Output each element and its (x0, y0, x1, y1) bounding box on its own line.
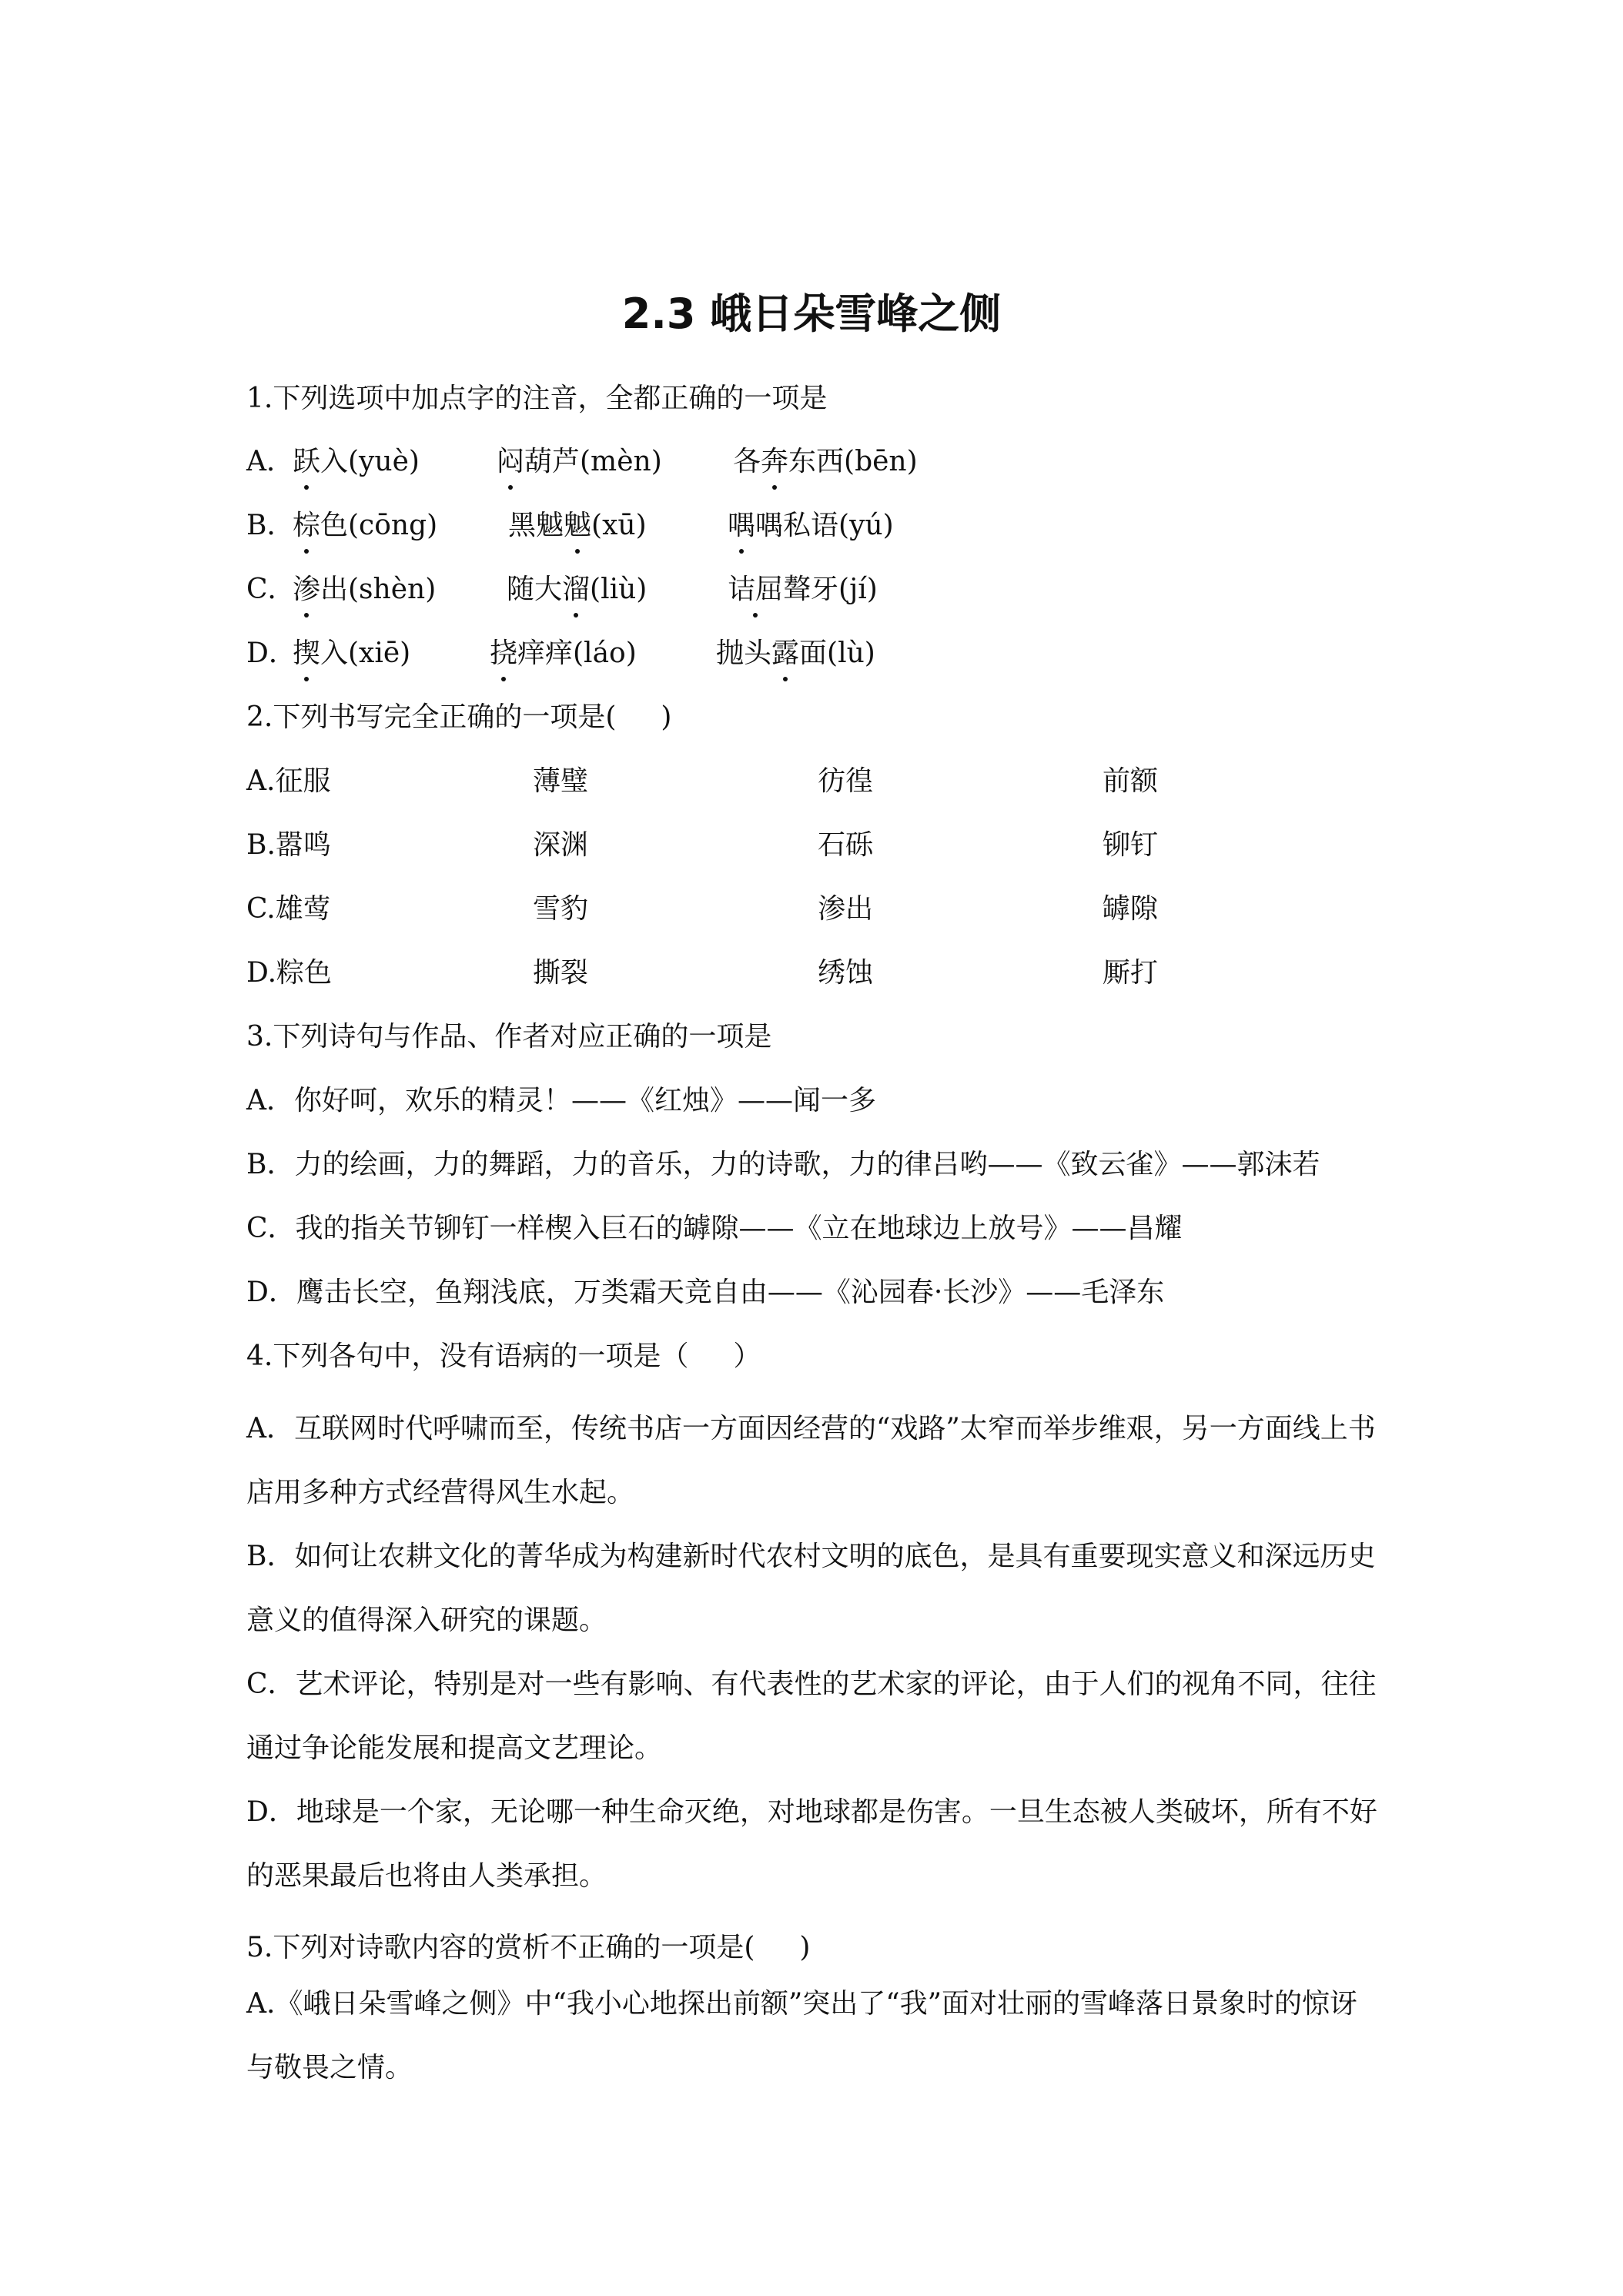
q1-item: 黑魆魆(xū) (508, 503, 647, 549)
q2-cell: 前额 (1103, 765, 1159, 797)
q5-option-a: A.《峨日朵雪峰之侧》中“我小心地探出前额”突出了“我”面对壮丽的雪峰落日景象时的惊讶与敬畏之情。 (246, 1988, 1358, 2083)
q3-option-a: A．你好呵，欢乐的精灵！——《红烛》——闻一多 (246, 1085, 876, 1116)
q4-option-a: A．互联网时代呼啸而至，传统书店一方面因经营的“戏路”太窄而举步维艰，另一方面线上书店用多种方式经营得风生水起。 (246, 1413, 1376, 1508)
q2-cell: B.嚣鸣 (246, 829, 331, 861)
q2-cell: 厮打 (1103, 957, 1159, 989)
q1-item: 揳入(xiē) (293, 631, 410, 677)
q2-cell: 撕裂 (533, 957, 589, 989)
q5-stem: 5.下列对诗歌内容的赏析不正确的一项是( ) (246, 1932, 811, 1963)
q1-item: 随大溜(liù) (507, 567, 647, 613)
q4-option-b: B．如何让农耕文化的菁华成为构建新时代农村文明的底色，是具有重要现实意义和深远历史意义的值得深入研究的课题。 (246, 1541, 1376, 1636)
q1-item: 闷葫芦(mèn) (497, 439, 662, 485)
q2-cell: A.征服 (246, 765, 331, 797)
q2-cell: 石砾 (818, 829, 874, 861)
q1-item: 挠痒痒(láo) (490, 631, 637, 677)
q2-cell: 薄璧 (533, 765, 589, 797)
q2-cell: C.雄莺 (246, 893, 331, 925)
q4-stem: 4.下列各句中，没有语病的一项是（ ） (246, 1340, 761, 1372)
page-title: 2.3 峨日朵雪峰之侧 (621, 290, 1002, 338)
q1-item: 喁喁私语(yú) (728, 503, 894, 549)
q2-cell: 绣蚀 (818, 957, 874, 989)
q3-option-b: B．力的绘画，力的舞蹈，力的音乐，力的诗歌，力的律吕哟——《致云雀》——郭沫若 (246, 1149, 1320, 1180)
q2-cell: 罅隙 (1103, 893, 1159, 925)
q1-stem: 1.下列选项中加点字的注音，全都正确的一项是 (246, 383, 828, 414)
q2-cell: 深渊 (533, 829, 589, 861)
q2-cell: D.粽色 (246, 957, 333, 989)
q1-option-label: C． (246, 574, 296, 605)
q4-option-c: C．艺术评论，特别是对一些有影响、有代表性的艺术家的评论，由于人们的视角不同，往往通过争论能发展和提高文艺理论。 (246, 1668, 1377, 1764)
q1-item: 渗出(shèn) (293, 567, 436, 613)
q2-cell: 渗出 (818, 893, 874, 925)
q1-item: 棕色(cōng) (293, 503, 437, 549)
q2-cell: 铆钉 (1103, 829, 1159, 861)
q2-stem: 2.下列书写完全正确的一项是( ) (246, 701, 672, 733)
q1-item: 跃入(yuè) (293, 439, 420, 485)
q1-option-label: A． (246, 446, 294, 477)
q2-cell: 雪豹 (533, 893, 589, 925)
q1-item: 各奔东西(bēn) (733, 439, 918, 485)
q1-item: 诘屈聱牙(jí) (728, 567, 878, 613)
q1-item: 抛头露面(lù) (716, 631, 875, 677)
q4-option-d: D．地球是一个家，无论哪一种生命灭绝，对地球都是伤害。一旦生态被人类破坏，所有不好的恶果最后也将由人类承担。 (246, 1796, 1377, 1892)
q3-option-c: C．我的指关节铆钉一样楔入巨石的罅隙——《立在地球边上放号》——昌耀 (246, 1213, 1183, 1244)
q1-option-label: B． (246, 510, 295, 541)
q3-stem: 3.下列诗句与作品、作者对应正确的一项是 (246, 1021, 772, 1053)
q3-option-d: D．鹰击长空，鱼翔浅底，万类霜天竞自由——《沁园春·长沙》——毛泽东 (246, 1277, 1165, 1308)
q2-cell: 彷徨 (818, 765, 874, 797)
q1-option-label: D． (246, 638, 296, 669)
